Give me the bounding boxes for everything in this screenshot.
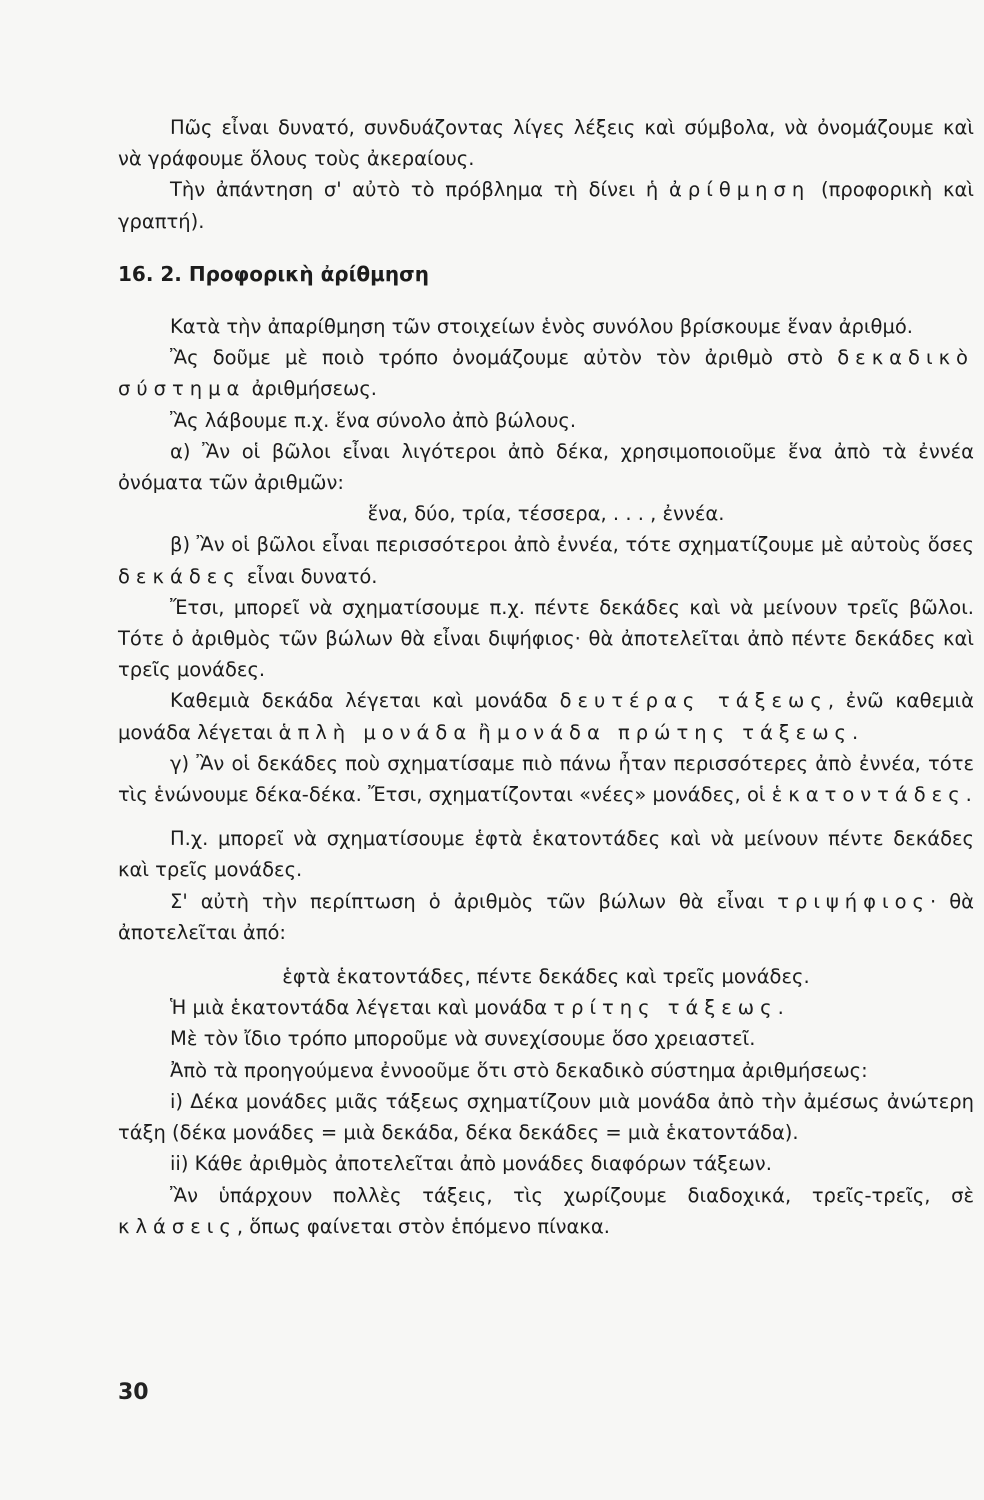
spaced-term: κλάσεις — [118, 1214, 237, 1238]
text-segment: , ὅπως φαίνεται στὸν ἑπόμενο πίνακα. — [236, 1214, 610, 1238]
spaced-term: δεκάδες — [118, 564, 241, 588]
spacer — [118, 948, 974, 961]
body-paragraph-7 — [118, 886, 974, 948]
text-segment: · θὰ ἀποτελεῖται ἀπό: — [118, 889, 974, 944]
body-paragraph-9: Μὲ τὸν ἴδιο τρόπο μποροῦμε νὰ συνεχίσουμε ὅσο χρειαστεῖ. — [170, 1027, 756, 1051]
rule-i: i) Δέκα μονάδες μιᾶς τάξεως σχηματίζουν μιὰ μονάδα ἀπὸ τὴν ἀμέσως ἀνώτερη τάξη (δέκα μονάδες = μιὰ δεκάδα, δέκα δεκάδες = μιὰ ἑκατοντάδα). — [118, 1089, 974, 1145]
case-b — [118, 529, 974, 591]
text-segment: (προφορικὴ καὶ γραπτή). — [118, 178, 974, 233]
spaced-term: ἀρίθμηση — [669, 178, 811, 202]
spacer — [118, 810, 974, 823]
spaced-term: ἁπλὴ μονάδα — [278, 720, 473, 744]
rule-ii: ii) Κάθε ἀριθμὸς ἀποτελεῖται ἀπὸ μονάδες διαφόρων τάξεων. — [170, 1152, 772, 1176]
spaced-term: μονάδα πρώτης τάξεως — [496, 720, 852, 744]
body-paragraph-11 — [118, 1180, 974, 1242]
body-paragraph-10: Ἀπὸ τὰ προηγούμενα ἐννοοῦμε ὅτι στὸ δεκαδικὸ σύστημα ἀριθμήσεως: — [170, 1058, 868, 1082]
text-segment: ἀριθμήσεως. — [245, 377, 377, 401]
page-content — [118, 112, 974, 1242]
number-names-list: ἕνα, δύο, τρία, τέσσερα, . . . , ἐννέα. — [367, 502, 725, 526]
body-paragraph-4: Ἔτσι, μπορεῖ νὰ σχηματίσουμε π.χ. πέντε δεκάδες καὶ νὰ μείνουν τρεῖς βῶλοι. Τότε ὁ ἀριθμὸς τῶν βώλων θὰ εἶναι διψήφιος· θὰ ἀποτελεῖται ἀπὸ πέντε δεκάδες καὶ τρεῖς μονάδες. — [118, 595, 974, 682]
spaced-term: τριψήφιος — [777, 889, 930, 913]
text-segment: ἢ — [472, 720, 497, 744]
text-segment: . — [965, 783, 972, 807]
body-paragraph-1: Κατὰ τὴν ἀπαρίθμηση τῶν στοιχείων ἑνὸς συνόλου βρίσκουμε ἕναν ἀριθμό. — [170, 315, 913, 339]
text-segment: γ) Ἂν οἱ δεκάδες ποὺ σχηματίσαμε πιὸ πάνω ἦταν περισσότερες ἀπὸ ἐννέα, τότε τὶς ἑνώνουμε δέκα-δέκα. Ἔτσι, σχηματίζονται «νέες» μονάδες, οἱ — [118, 751, 974, 807]
intro-paragraph-1: Πῶς εἶναι δυνατό, συνδυάζοντας λίγες λέξεις καὶ σύμβολα, νὰ ὀνομάζουμε καὶ νὰ γράφουμε ὅλους τοὺς ἀκεραίους. — [118, 116, 974, 171]
text-segment: Σ' αὐτὴ τὴν περίπτωση ὁ ἀριθμὸς τῶν βώλων θὰ εἶναι — [170, 889, 778, 913]
spaced-term: ἑκατοντάδες — [771, 783, 966, 807]
body-paragraph-2 — [118, 342, 974, 404]
body-paragraph-6: Π.χ. μπορεῖ νὰ σχηματίσουμε ἑφτὰ ἑκατοντάδες καὶ νὰ μείνουν πέντε δεκάδες καὶ τρεῖς μονάδες. — [118, 827, 974, 882]
spaced-term: δεκαδικὸ σύστημα — [118, 346, 974, 401]
text-segment: Τὴν ἀπάντηση σ' αὐτὸ τὸ πρόβλημα τὴ δίνει ἡ — [170, 178, 669, 202]
case-a: α) Ἂν οἱ βῶλοι εἶναι λιγότεροι ἀπὸ δέκα, χρησιμοποιοῦμε ἕνα ἀπὸ τὰ ἐννέα ὀνόματα τῶν ἀριθμῶν: — [118, 439, 974, 495]
body-paragraph-8 — [118, 992, 974, 1023]
text-segment: εἶναι δυνατό. — [240, 564, 378, 588]
spaced-term: δευτέρας τάξεως — [559, 689, 828, 713]
text-segment: Καθεμιὰ δεκάδα λέγεται καὶ μονάδα — [170, 689, 560, 713]
intro-paragraph-2 — [118, 174, 974, 236]
text-segment: Ἂς δοῦμε μὲ ποιὸ τρόπο ὀνομάζουμε αὐτὸν τὸν ἀριθμὸ στὸ — [170, 346, 838, 370]
text-segment: Ἂν ὑπάρχουν πολλὲς τάξεις, τὶς χωρίζουμε διαδοχικά, τρεῖς-τρεῖς, σὲ — [170, 1183, 974, 1207]
text-segment: , ἐνῶ καθεμιὰ μονάδα λέγεται — [118, 689, 974, 744]
page-number: 30 — [118, 1380, 149, 1405]
section-heading: 16. 2. Προφορικὴ ἀρίθμηση — [118, 261, 429, 286]
text-segment: β) Ἂν οἱ βῶλοι εἶναι περισσότεροι ἀπὸ ἐννέα, τότε σχηματίζουμε μὲ αὐτοὺς ὅσες — [170, 533, 974, 557]
spaced-term: τρίτης τάξεως — [553, 996, 778, 1020]
text-segment: . — [852, 720, 859, 744]
case-c — [118, 748, 974, 810]
body-paragraph-3: Ἂς λάβουμε π.χ. ἕνα σύνολο ἀπὸ βώλους. — [170, 408, 577, 432]
text-segment: Ἡ μιὰ ἑκατοντάδα λέγεται καὶ μονάδα — [170, 996, 554, 1020]
body-paragraph-5 — [118, 685, 974, 747]
text-segment: . — [777, 996, 784, 1020]
composition-list: ἑφτὰ ἑκατοντάδες, πέντε δεκάδες καὶ τρεῖς μονάδες. — [282, 965, 810, 989]
